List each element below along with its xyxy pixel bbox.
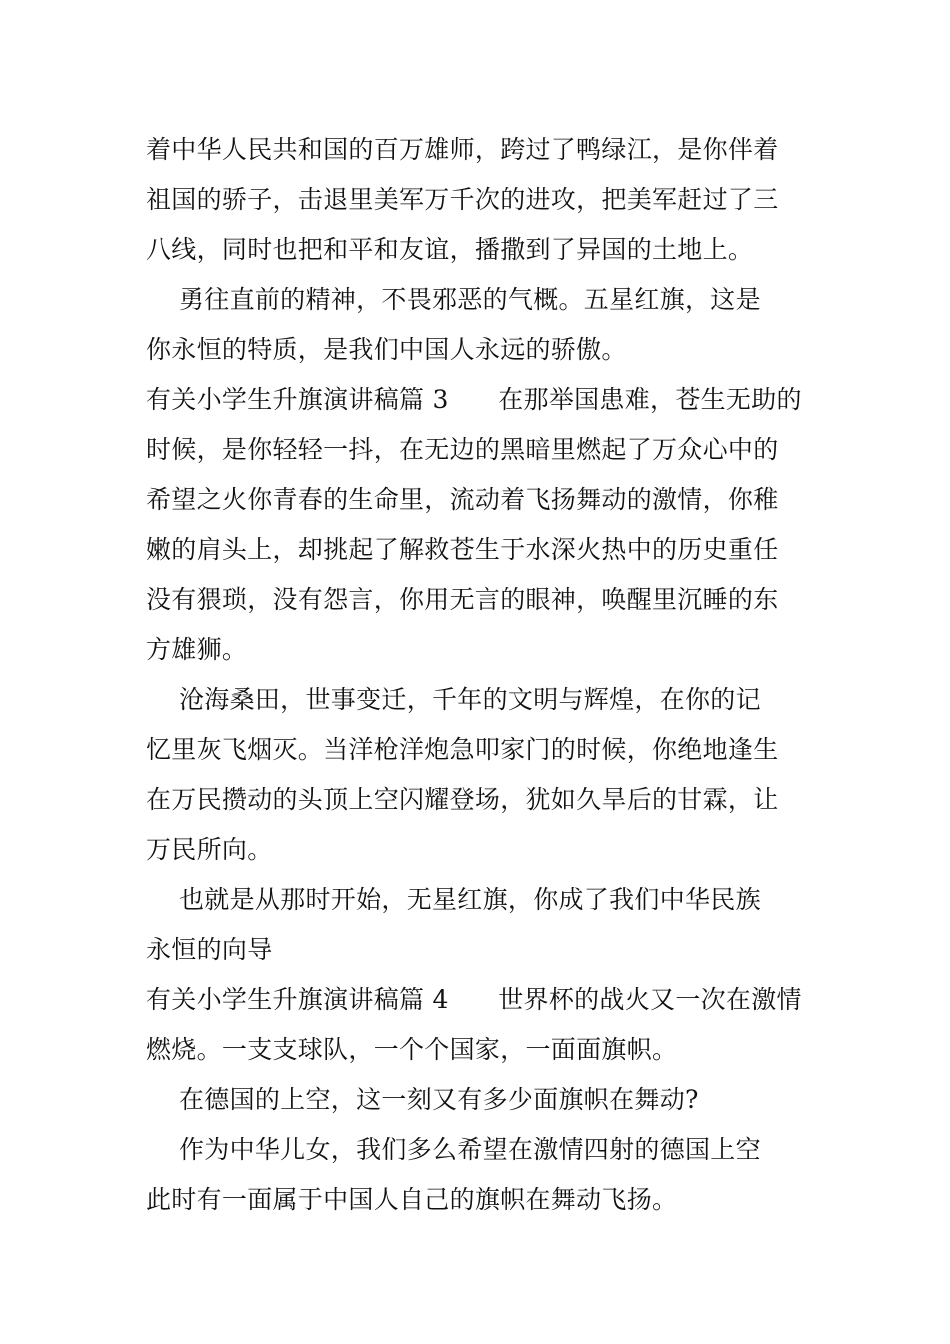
text-line: 没有猥琐，没有怨言，你用无言的眼神，唤醒里沉睡的东 — [146, 585, 779, 614]
text-line: 勇往直前的精神，不畏邪恶的气概。五星红旗，这是 — [146, 285, 761, 314]
text-line: 燃烧。一支支球队，一个个国家，一面面旗帜。 — [146, 1035, 678, 1064]
text-line: 在万民攒动的头顶上空闪耀登场，犹如久旱后的甘霖，让 — [146, 785, 779, 814]
text-line: 永恒的向导 — [146, 935, 273, 964]
text-line: 在德国的上空，这一刻又有多少面旗帜在舞动? — [146, 1085, 699, 1114]
text-line: 着中华人民共和国的百万雄师，跨过了鸭绿江，是你伴着 — [146, 135, 779, 164]
text-line: 祖国的骄子，击退里美军万千次的进攻，把美军赶过了三 — [146, 185, 779, 214]
text-line: 你永恒的特质，是我们中国人永远的骄傲。 — [146, 335, 627, 364]
text-line: 八线，同时也把和平和友谊，播撒到了异国的土地上。 — [146, 235, 754, 264]
text-line: 此时有一面属于中国人自己的旗帜在舞动飞扬。 — [146, 1185, 678, 1214]
text-line: 作为中华儿女，我们多么希望在激情四射的德国上空 — [146, 1135, 761, 1164]
text-line: 万民所向。 — [146, 835, 273, 864]
text-line: 嫩的肩头上，却挑起了解救苍生于水深火热中的历史重任 — [146, 535, 779, 564]
section-heading-line: 有关小学生升旗演讲稿篇 3 在那举国患难，苍生无助的 — [146, 385, 802, 414]
text-line: 也就是从那时开始，无星红旗，你成了我们中华民族 — [146, 885, 761, 914]
text-line: 沧海桑田，世事变迁，千年的文明与辉煌，在你的记 — [146, 685, 761, 714]
text-line: 方雄狮。 — [146, 635, 248, 664]
text-line: 时候，是你轻轻一抖，在无边的黑暗里燃起了万众心中的 — [146, 435, 779, 464]
text-line: 希望之火你青春的生命里，流动着飞扬舞动的激情，你稚 — [146, 485, 779, 514]
section-heading-line: 有关小学生升旗演讲稿篇 4 世界杯的战火又一次在激情 — [146, 985, 802, 1014]
text-line: 忆里灰飞烟灭。当洋枪洋炮急叩家门的时候，你绝地逢生 — [146, 735, 779, 764]
